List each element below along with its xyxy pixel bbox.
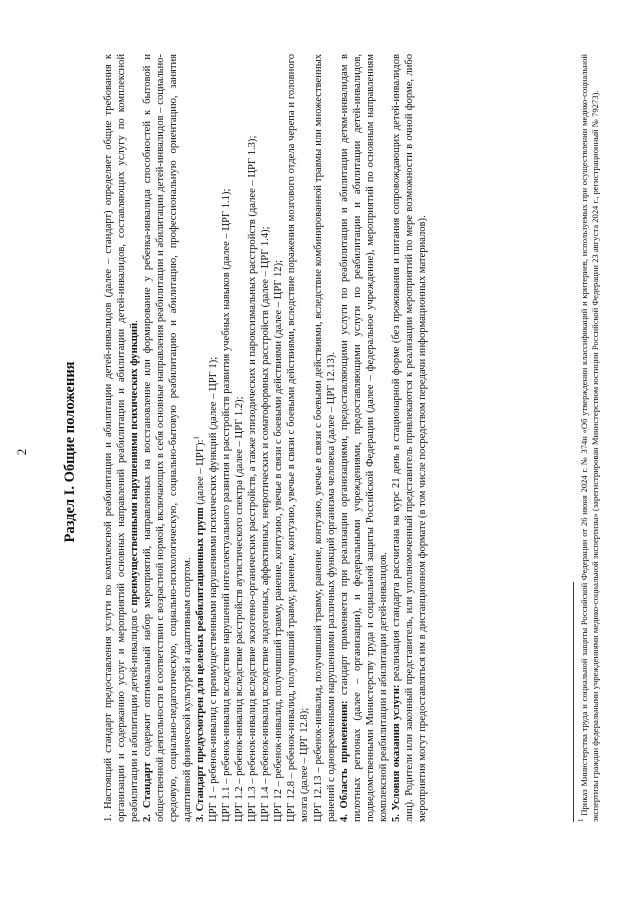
paragraph-1 [102,54,141,822]
footnote [579,54,600,822]
paragraph-5-lead: 5. Условия оказания услуги: [391,684,403,822]
paragraph-3 [194,54,207,822]
footnote-text: Приказ Министерства труда и социальной защиты Российской Федерации от 26 июня 2024 г. № 374н «Об утверждении классификаций и критериев, используемых при осуществлении медико-социальной экспертизы граждан федеральными учреждениями медико-социальной экспертизы» (зарегистрирован Министерством юстиции Российской Федерации 23 августа 2024 г., регистрационный № 79273). [579,54,600,822]
crg-item: ЦРГ 1.4 – ребенок-инвалид вследствие эндогенных, аффективных, невротических и соматоформных расстройств (далее – ЦРГ 1.4); [260,226,272,822]
crg-item: ЦРГ 1.1 – ребенок-инвалид вследствие нарушений интеллектуального развития и расстройств развития учебных навыков (далее – ЦРГ 1.1); [220,188,232,822]
crg-item: ЦРГ 12 – ребенок-инвалид, получивший травму, ранение, контузию, увечье в связи с боевыми действиями (далее – ЦРГ 12); [273,259,285,822]
crg-item: ЦРГ 1 – ребенок-инвалид с преимущественными нарушениями психических функций (далее – ЦРГ 1); [207,356,219,822]
paragraph-2 [141,54,193,822]
footnote-divider [573,582,574,822]
section-title: Раздел I. Общие положения [62,361,78,543]
paragraph-5-text: реализация стандарта рассчитана на курс 21 день в стационарной форме (без проживания и питания сопровождающих детей-инвалидов лиц). Родители или законный представитель, или уполномоченный представитель привлекаются к реализации мероприятий по мере возможности в очной форме, либо мероприятия могут предоставляться им в дистанционном формате (в том числе посредством передачи информационных материалов). [391,54,429,822]
paragraph-5 [390,54,429,822]
paragraph-4-lead: 4. Область применения: [338,700,350,822]
crg-item: ЦРГ 12.8 – ребенок-инвалид, получивший травму, ранение, контузию, увечье в связи с боевыми действиями, вследствие поражения мозгового отдела черепа и головного мозга (далее – ЦРГ 12.8); [286,54,311,822]
paragraph-3-lead: 3. Стандарт предусмотрен для целевых реабилитационных групп [194,507,206,822]
paragraph-1-text: 1. Настоящий стандарт предоставления услуги по комплексной реабилитации и абилитации детей-инвалидов (далее – стандарт) определяет общие требования к организации и содержанию услуг и мероприятий основных направлений реабилитации и абилитации детей-инвалидов, составляющих услугу по комплексной реабилитации и абилитации детей-инвалидов с [103,54,141,822]
paragraph-3-text: (далее – ЦРГ): [194,439,206,508]
crg-item: ЦРГ 12.13 – ребенок-инвалид, получивший травму, ранение, контузию, увечье в связи с боевыми действиями, вследствие комбинированной травмы или множественных ранений с одновременными нарушениями различных функций организма человека (далее – ЦРГ 12.13). [312,54,337,822]
paragraph-4-text: стандарт применяется при реализации организациями, предоставляющими услуги по реабилитации и абилитации детям-инвалидам в пилотных регионах (далее – организации), и федеральными учреждениями, предоставляющими услуги по реабилитации и абилитации детей-инвалидов, подведомственными Министерству труда и социальной защиты Российской Федерации (далее – федеральное учреждение), мероприятий по основным направлениям комплексной реабилитации и абилитации детей-инвалидов. [338,54,389,822]
page-number: 2 [14,448,29,456]
paragraph-1-bold: преимущественными нарушениями психических функций [129,322,141,606]
document-body [102,54,429,822]
paragraph-4 [338,54,390,822]
paragraph-1-end: . [129,320,141,323]
paragraph-2-text: содержит оптимальный набор мероприятий, направленных на восстановление или формирование у ребенка-инвалида способностей к бытовой и общественной деятельности в соответствии с возрастной нормой, включающих в себя основные направления реабилитации и абилитации детей-инвалидов – социально-средовую, социально-педагогическую, социально-психологическую, социально-бытовую реабилитацию и абилитацию, профессиональную ориентацию, занятия адаптивной физической культурой и адаптивным спортом. [142,54,193,822]
footnote-marker: 1 [577,818,586,822]
crg-item: ЦРГ 1.2 – ребенок-инвалид вследствие расстройств аутистического спектра (далее – ЦРГ 1.2); [233,396,245,822]
crg-item: ЦРГ 1.3 – ребенок-инвалид вследствие экзогенно-органических расстройств, а также эпизодических и пароксизмальных расстройств (далее – ЦРГ 1.3); [247,135,259,822]
paragraph-2-lead: 2. Стандарт [142,762,154,822]
footnote-ref: 1 [192,436,201,440]
